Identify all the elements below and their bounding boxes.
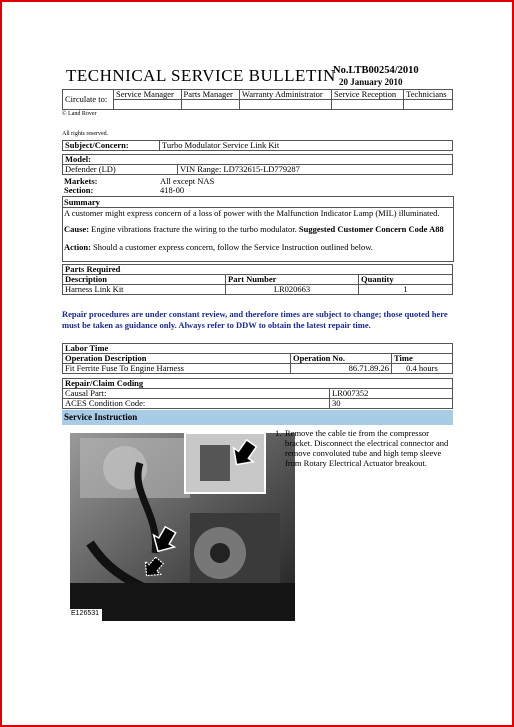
section-label: Section: — [64, 185, 94, 195]
subject-value: Turbo Modulator Service Link Kit — [160, 141, 453, 151]
cause-label: Cause: — [64, 224, 90, 234]
parts-header-description: Description — [63, 275, 226, 285]
role-warranty-administrator: Warranty Administrator — [239, 90, 331, 100]
labor-header-description: Operation Description — [63, 354, 291, 364]
summary-label: Summary — [63, 197, 453, 208]
repair-notice: Repair procedures are under constant review, and therefore times are subject to change; those quoted here must be taken as guidance only. Always refer to DDW to obtain the latest repair time. — [62, 309, 448, 330]
summary-text: A customer might express concern of a loss of power with the Malfunction Indicator Lamp (MIL) illuminated. — [64, 208, 440, 218]
cause-line — [63, 224, 453, 234]
claim-row — [63, 389, 453, 399]
claim-cell-label: Causal Part: — [63, 389, 330, 399]
cause-code: Suggested Customer Concern Code A88 — [298, 224, 444, 234]
parts-header-quantity: Quantity — [359, 275, 453, 285]
step-item — [275, 428, 453, 468]
brand-line: © Land Rover — [62, 111, 97, 117]
claim-cell-value: 30 — [330, 399, 453, 409]
circulate-label: Circulate to: — [63, 90, 114, 110]
action-line — [63, 242, 453, 252]
parts-table — [62, 264, 453, 295]
role-service-reception: Service Reception — [332, 90, 404, 100]
claim-cell-value: LR007352 — [330, 389, 453, 399]
role-service-manager: Service Manager — [114, 90, 182, 100]
rights-note: All rights reserved. — [62, 131, 109, 137]
model-value: Defender (LD) — [63, 165, 178, 175]
document-number: No.LTB00254/2010 — [333, 65, 419, 76]
labor-cell-time: 0.4 hours — [392, 364, 453, 374]
image-code: E126531 — [71, 610, 100, 617]
engine-photo-illustration — [70, 433, 295, 621]
labor-cell-description: Fit Ferrite Fuse To Engine Harness — [63, 364, 291, 374]
model-label: Model: — [63, 155, 453, 165]
service-instruction-bar: Service Instruction — [62, 410, 453, 425]
step-number: 1. — [275, 428, 282, 438]
bulletin-title: TECHNICAL SERVICE BULLETIN — [66, 66, 336, 85]
markets-value: All except NAS — [160, 176, 215, 186]
claim-row — [63, 399, 453, 409]
claim-label: Repair/Claim Coding — [63, 379, 453, 389]
labor-row — [63, 364, 453, 374]
claim-table — [62, 378, 453, 409]
parts-cell-quantity: 1 — [359, 285, 453, 295]
document-date: 20 January 2010 — [339, 77, 403, 87]
markets-label: Markets: — [64, 176, 98, 186]
labor-header-time: Time — [392, 354, 453, 364]
engine-photo — [70, 433, 295, 621]
role-technicians: Technicians — [404, 90, 453, 100]
parts-header-number: Part Number — [226, 275, 359, 285]
action-label: Action: — [64, 242, 91, 252]
subject-table — [62, 140, 453, 151]
parts-cell-number: LR020663 — [226, 285, 359, 295]
claim-cell-label: ACES Condition Code: — [63, 399, 330, 409]
labor-label: Labor Time — [63, 344, 453, 354]
circulate-table — [62, 89, 453, 110]
parts-row — [63, 285, 453, 295]
step-list — [275, 428, 453, 468]
role-parts-manager: Parts Manager — [181, 90, 239, 100]
labor-header-opno: Operation No. — [291, 354, 392, 364]
parts-label: Parts Required — [63, 265, 453, 275]
action-text: Should a customer express concern, follow the Service Instruction outlined below. — [90, 242, 373, 252]
labor-table — [62, 343, 453, 374]
model-table — [62, 154, 453, 175]
summary-box — [62, 196, 454, 262]
step-text: Remove the cable tie from the compressor bracket. Disconnect the electrical connector and remove convoluted tube and high temp sleeve from Rotary Electrical Actuator breakout. — [285, 428, 449, 468]
cause-text: Engine vibrations fracture the wiring to the turbo modulator. — [89, 224, 299, 234]
vin-range: VIN Range: LD732615-LD779287 — [178, 165, 453, 175]
labor-cell-opno: 86.71.89.26 — [291, 364, 392, 374]
section-value: 418-00 — [160, 185, 185, 195]
parts-cell-description: Harness Link Kit — [63, 285, 226, 295]
subject-label: Subject/Concern: — [63, 141, 160, 151]
